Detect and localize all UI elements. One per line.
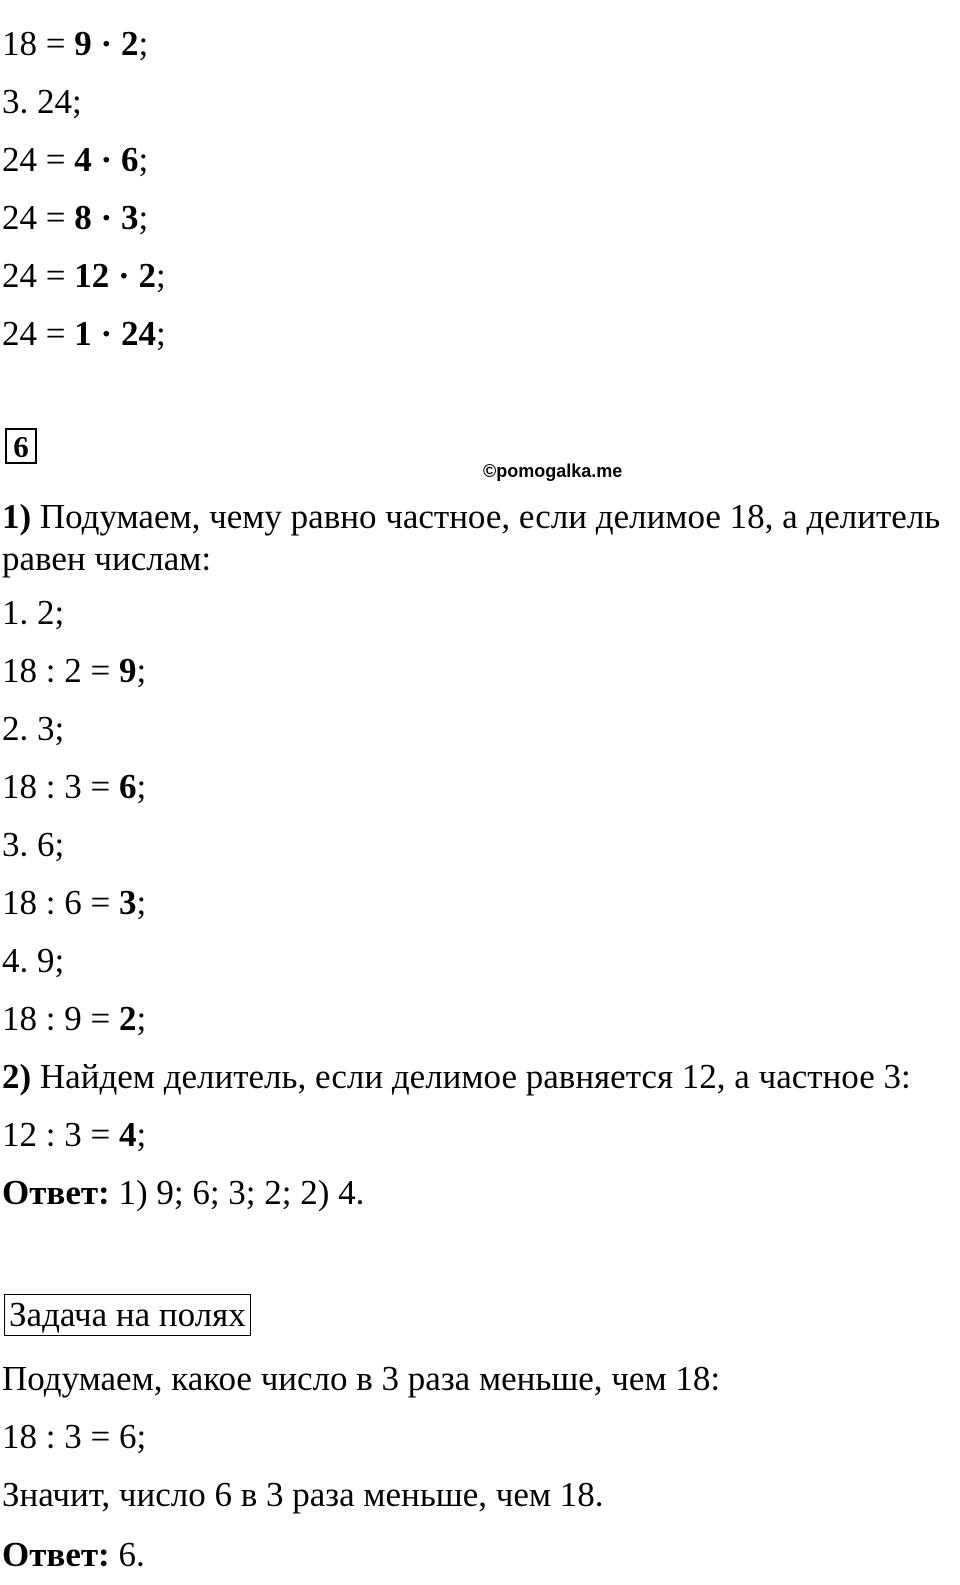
list-item: 1. 2;: [2, 593, 65, 632]
equation-line: [2, 1001, 146, 1036]
answer-line: [2, 1537, 145, 1572]
task-number-box: 6: [5, 428, 37, 464]
factor: 2: [120, 24, 139, 63]
punctuation: ;: [155, 314, 166, 353]
answer-line: [2, 1175, 364, 1210]
punctuation: ;: [138, 198, 149, 237]
paragraph-text: Подумаем, чему равно частное, если делимое 18, а делитель: [31, 497, 941, 536]
equation-text: 12 : 3 =: [2, 1115, 119, 1154]
part-label: 1): [2, 497, 32, 536]
equation-text: 18 =: [2, 24, 75, 63]
margin-task-title: Задача на полях: [4, 1294, 251, 1336]
equation-text: 24 =: [2, 314, 75, 353]
result: 2: [118, 999, 137, 1038]
answer-label: Ответ:: [2, 1535, 110, 1574]
punctuation: ;: [136, 883, 147, 922]
dot-operator: ·: [109, 256, 139, 295]
paragraph: [2, 499, 940, 534]
result: 4: [118, 1115, 137, 1154]
equation-line: [2, 885, 146, 920]
factor: 6: [120, 140, 139, 179]
equation-line: [2, 316, 166, 351]
factor: 8: [74, 198, 92, 237]
punctuation: ;: [155, 256, 166, 295]
answer-label: Ответ:: [2, 1173, 110, 1212]
factor: 12: [74, 256, 110, 295]
paragraph: Подумаем, какое число в 3 раза меньше, чем 18:: [2, 1359, 721, 1398]
factor: 2: [138, 256, 156, 295]
equation-line: [2, 653, 146, 688]
part-label: 2): [2, 1057, 32, 1096]
list-item: 3. 24;: [2, 82, 82, 121]
factor: 3: [120, 198, 139, 237]
paragraph: Значит, число 6 в 3 раза меньше, чем 18.: [2, 1475, 604, 1514]
result: 9: [118, 651, 137, 690]
punctuation: ;: [136, 1115, 147, 1154]
factor: 24: [120, 314, 156, 353]
paragraph-continuation: равен числам:: [2, 539, 212, 578]
dot-operator: ·: [91, 314, 121, 353]
factor: 4: [74, 140, 92, 179]
equation-line: 18 : 3 = 6;: [2, 1417, 147, 1456]
punctuation: ;: [138, 140, 149, 179]
answer-text: 1) 9; 6; 3; 2; 2) 4.: [109, 1173, 365, 1212]
equation-text: 24 =: [2, 256, 75, 295]
equation-text: 24 =: [2, 140, 75, 179]
equation-text: 18 : 6 =: [2, 883, 119, 922]
factor: 1: [74, 314, 92, 353]
equation-text: 18 : 3 =: [2, 767, 119, 806]
equation-line: [2, 142, 148, 177]
dot-operator: ·: [91, 24, 121, 63]
equation-text: 24 =: [2, 198, 75, 237]
paragraph-text: Найдем делитель, если делимое равняется 12, а частное 3:: [31, 1057, 911, 1096]
equation-line: [2, 26, 148, 61]
result: 6: [118, 767, 137, 806]
equation-text: 18 : 9 =: [2, 999, 119, 1038]
result: 3: [118, 883, 137, 922]
list-item: 2. 3;: [2, 709, 65, 748]
punctuation: ;: [138, 24, 149, 63]
equation-line: [2, 258, 166, 293]
list-item: 3. 6;: [2, 825, 65, 864]
paragraph: [2, 1059, 911, 1094]
dot-operator: ·: [91, 198, 121, 237]
answer-text: 6.: [109, 1535, 145, 1574]
punctuation: ;: [136, 651, 147, 690]
watermark: ©pomogalka.me: [483, 461, 623, 481]
punctuation: ;: [136, 767, 147, 806]
equation-line: [2, 200, 148, 235]
list-item: 4. 9;: [2, 941, 65, 980]
equation-text: 18 : 2 =: [2, 651, 119, 690]
dot-operator: ·: [91, 140, 121, 179]
equation-line: [2, 1117, 146, 1152]
equation-line: [2, 769, 146, 804]
punctuation: ;: [136, 999, 147, 1038]
factor: 9: [74, 24, 92, 63]
